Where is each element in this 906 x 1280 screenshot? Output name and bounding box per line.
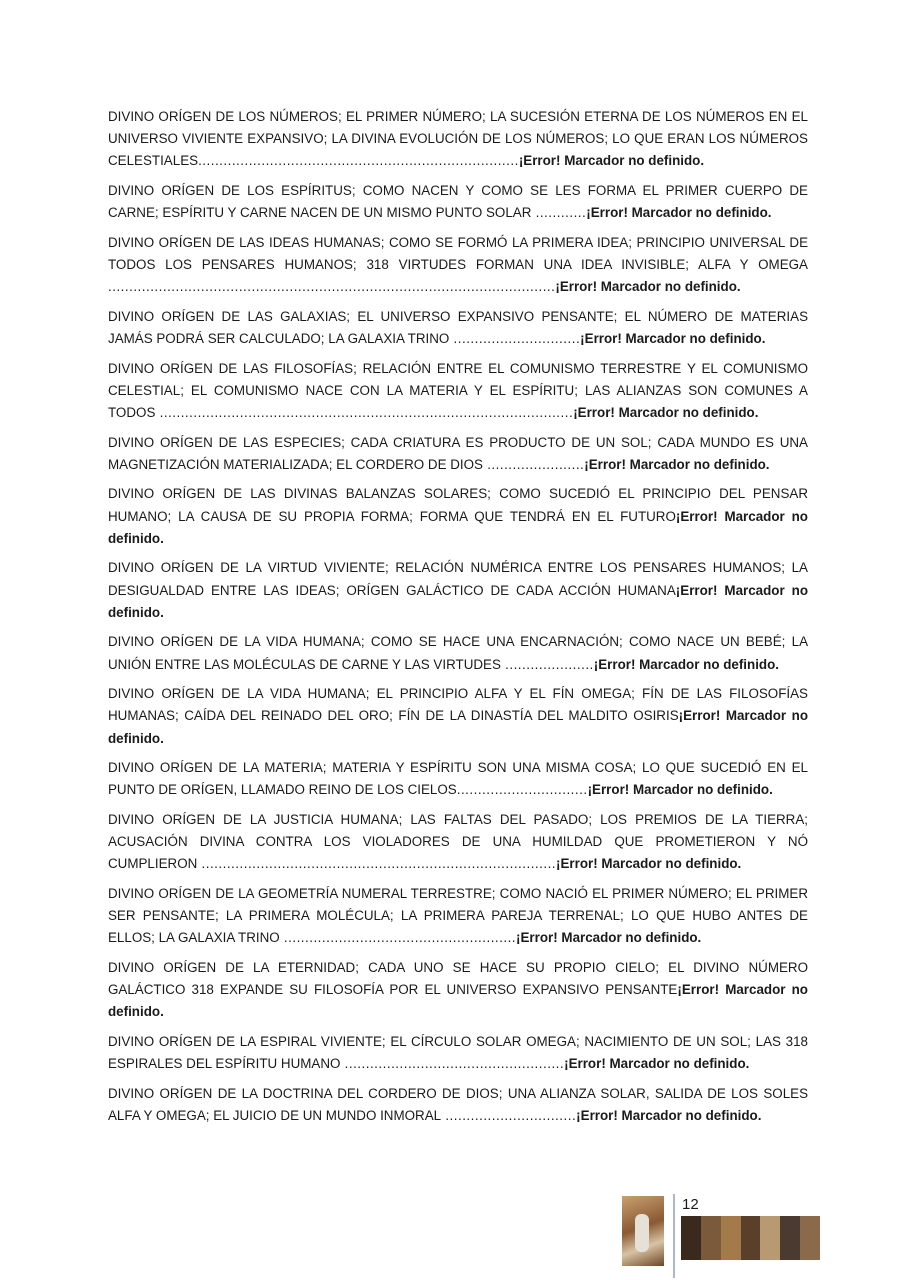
toc-page-reference: ¡Error! Marcador no definido. — [556, 856, 742, 872]
toc-page-reference: ¡Error! Marcador no definido. — [108, 508, 808, 546]
toc-entry-title: DIVINO ORÍGEN DE LA ESPIRAL VIVIENTE; EL CÍRCULO SOLAR OMEGA; NACIMIENTO DE UN SOL; LAS 318 ESPIRALES DEL ESPÍRITU HUMANO — [108, 1033, 808, 1072]
page-number: 12 — [682, 1196, 699, 1213]
toc-entry[interactable] — [108, 631, 808, 675]
toc-leader-dots: .................................................................................... — [197, 856, 557, 872]
toc-entry[interactable] — [108, 180, 808, 224]
toc-page-reference: ¡Error! Marcador no definido. — [580, 331, 766, 346]
toc-leader-dots: ............ — [531, 205, 587, 221]
toc-entry-title: DIVINO ORÍGEN DE LA DOCTRINA DEL CORDERO DE DIOS; UNA ALIANZA SOLAR, SALIDA DE LOS SOLES ALFA Y OMEGA; EL JUICIO DE UN MUNDO INMORAL — [108, 1085, 808, 1123]
strip-thumbnail — [780, 1216, 800, 1260]
toc-leader-dots: .............................. — [449, 331, 581, 346]
toc-page-reference: ¡Error! Marcador no definido. — [573, 405, 759, 420]
toc-entry-title: DIVINO ORÍGEN DE LAS ESPECIES; CADA CRIATURA ES PRODUCTO DE UN SOL; CADA MUNDO ES UNA MAGNETIZACIÓN MATERIALIZADA; EL CORDERO DE DIOS — [108, 434, 808, 472]
toc-page-reference: ¡Error! Marcador no definido. — [587, 782, 773, 798]
toc-page-reference: ¡Error! Marcador no definido. — [564, 1056, 750, 1072]
strip-thumbnail — [741, 1216, 761, 1260]
toc-entry[interactable] — [108, 1083, 808, 1127]
toc-page-reference: ¡Error! Marcador no definido. — [555, 279, 741, 295]
toc-entry[interactable] — [108, 1031, 808, 1075]
toc-entry-title: DIVINO ORÍGEN DE LAS IDEAS HUMANAS; COMO SE FORMÓ LA PRIMERA IDEA; PRINCIPIO UNIVERSAL DE TODOS LOS PENSARES HUMANOS; 318 VIRTUDES FORMAN UNA IDEA INVISIBLE; ALFA Y OMEGA — [108, 234, 808, 272]
toc-entry[interactable] — [108, 306, 808, 350]
toc-entry[interactable] — [108, 883, 808, 950]
footer-divider — [673, 1194, 675, 1278]
toc-entry[interactable] — [108, 757, 808, 801]
toc-leader-dots: ............................... — [441, 1107, 577, 1123]
strip-thumbnail — [800, 1216, 820, 1260]
footer-figure-image — [622, 1196, 664, 1266]
toc-entry[interactable] — [108, 683, 808, 750]
toc-entry[interactable] — [108, 232, 808, 299]
toc-entry-title: DIVINO ORÍGEN DE LA VIDA HUMANA; COMO SE HACE UNA ENCARNACIÓN; COMO NACE UN BEBÉ; LA UNIÓN ENTRE LAS MOLÉCULAS DE CARNE Y LAS VIRTUDES — [108, 634, 808, 672]
toc-leader-dots: ..................... — [500, 656, 594, 672]
toc-page-reference: ¡Error! Marcador no definido. — [108, 582, 808, 620]
figure-silhouette — [635, 1214, 649, 1252]
toc-page-reference: ¡Error! Marcador no definido. — [584, 456, 770, 472]
strip-thumbnail — [760, 1216, 780, 1260]
toc-entry[interactable] — [108, 358, 808, 425]
toc-page-reference: ¡Error! Marcador no definido. — [586, 205, 772, 221]
toc-page-reference: ¡Error! Marcador no definido. — [516, 930, 702, 946]
toc-entry[interactable] — [108, 432, 808, 476]
toc-entry-title: DIVINO ORÍGEN DE LA MATERIA; MATERIA Y ESPÍRITU SON UNA MISMA COSA; LO QUE SUCEDIÓ EN EL PUNTO DE ORÍGEN, LLAMADO REINO DE LOS CIELOS — [108, 760, 808, 798]
toc-leader-dots: ............................................................................ — [198, 153, 519, 169]
toc-entry[interactable] — [108, 957, 808, 1024]
toc-entry-title: DIVINO ORÍGEN DE LAS DIVINAS BALANZAS SOLARES; COMO SUCEDIÓ EL PRINCIPIO DEL PENSAR HUMANO; LA CAUSA DE SU PROPIA FORMA; FORMA QUE TENDRÁ EN EL FUTURO — [108, 486, 808, 524]
toc-leader-dots: ....................... — [482, 456, 585, 472]
toc-entry-title: DIVINO ORÍGEN DE LA GEOMETRÍA NUMERAL TERRESTRE; COMO NACIÓ EL PRIMER NÚMERO; EL PRIMER SER PENSANTE; LA PRIMERA MOLÉCULA; LA PRIMERA PAREJA TERRENAL; LO QUE HUBO ANTES DE ELLOS; LA GALAXIA TRINO — [108, 885, 808, 946]
toc-entry-title: DIVINO ORÍGEN DE LAS FILOSOFÍAS; RELACIÓN ENTRE EL COMUNISMO TERRESTRE Y EL COMUNISMO CELESTIAL; EL COMUNISMO NACE CON LA MATERIA Y EL ESPÍRITU; LAS ALIANZAS SON COMUNES A TODOS — [108, 360, 808, 420]
strip-thumbnail — [701, 1216, 721, 1260]
toc-leader-dots: .................................................... — [340, 1056, 565, 1072]
toc-leader-dots: ............................... — [456, 782, 588, 798]
toc-leader-dots: .................................................................................................. — [155, 405, 574, 420]
toc-entry[interactable] — [108, 557, 808, 624]
toc-leader-dots: .......................................................................................................... — [108, 279, 556, 295]
toc-entry-title: DIVINO ORÍGEN DE LA VIRTUD VIVIENTE; RELACIÓN NUMÉRICA ENTRE LOS PENSARES HUMANOS; LA DESIGUALDAD ENTRE LAS IDEAS; ORÍGEN GALÁCTICO DE CADA ACCIÓN HUMANA — [108, 560, 808, 598]
toc-entry-title: DIVINO ORÍGEN DE LA VIDA HUMANA; EL PRINCIPIO ALFA Y EL FÍN OMEGA; FÍN DE LAS FILOSOFÍAS HUMANAS; CAÍDA DEL REINADO DEL ORO; FÍN DE LA DINASTÍA DEL MALDITO OSIRIS — [108, 686, 808, 724]
toc-entry[interactable] — [108, 483, 808, 550]
toc-entry-title: DIVINO ORÍGEN DE LOS ESPÍRITUS; COMO NACEN Y COMO SE LES FORMA EL PRIMER CUERPO DE CARNE; ESPÍRITU Y CARNE NACEN DE UN MISMO PUNTO SOLAR — [108, 183, 808, 221]
toc-entry-title: DIVINO ORÍGEN DE LA JUSTICIA HUMANA; LAS FALTAS DEL PASADO; LOS PREMIOS DE LA TIERRA; ACUSACIÓN DIVINA CONTRA LOS VIOLADORES DE UNA HUMILDAD QUE PROMETIERON Y NÓ CUMPLIERON — [108, 811, 808, 872]
toc-entry-title: DIVINO ORÍGEN DE LAS GALAXIAS; EL UNIVERSO EXPANSIVO PENSANTE; EL NÚMERO DE MATERIAS JAMÁS PODRÁ SER CALCULADO; LA GALAXIA TRINO — [108, 308, 808, 346]
strip-thumbnail — [681, 1216, 701, 1260]
toc-entry[interactable] — [108, 809, 808, 876]
toc-page-reference: ¡Error! Marcador no definido. — [108, 708, 809, 746]
toc-entry[interactable] — [108, 106, 808, 173]
toc-entry-title: DIVINO ORÍGEN DE LOS NÚMEROS; EL PRIMER NÚMERO; LA SUCESIÓN ETERNA DE LOS NÚMEROS EN EL UNIVERSO VIVIENTE EXPANSIVO; LA DIVINA EVOLUCIÓN DE LOS NÚMEROS; LO QUE ERAN LOS NÚMEROS CELESTIALES — [108, 109, 808, 169]
strip-thumbnail — [721, 1216, 741, 1260]
footer-image-strip — [681, 1216, 820, 1260]
table-of-contents — [108, 106, 808, 1135]
toc-page-reference: ¡Error! Marcador no definido. — [593, 656, 780, 672]
toc-page-reference: ¡Error! Marcador no definido. — [576, 1107, 762, 1123]
toc-page-reference: ¡Error! Marcador no definido. — [108, 982, 808, 1020]
toc-leader-dots: ....................................................... — [279, 930, 517, 946]
toc-entry-title: DIVINO ORÍGEN DE LA ETERNIDAD; CADA UNO SE HACE SU PROPIO CIELO; EL DIVINO NÚMERO GALÁCTICO 318 EXPANDE SU FILOSOFÍA POR EL UNIVERSO EXPANSIVO PENSANTE — [108, 959, 808, 998]
toc-page-reference: ¡Error! Marcador no definido. — [518, 153, 705, 169]
